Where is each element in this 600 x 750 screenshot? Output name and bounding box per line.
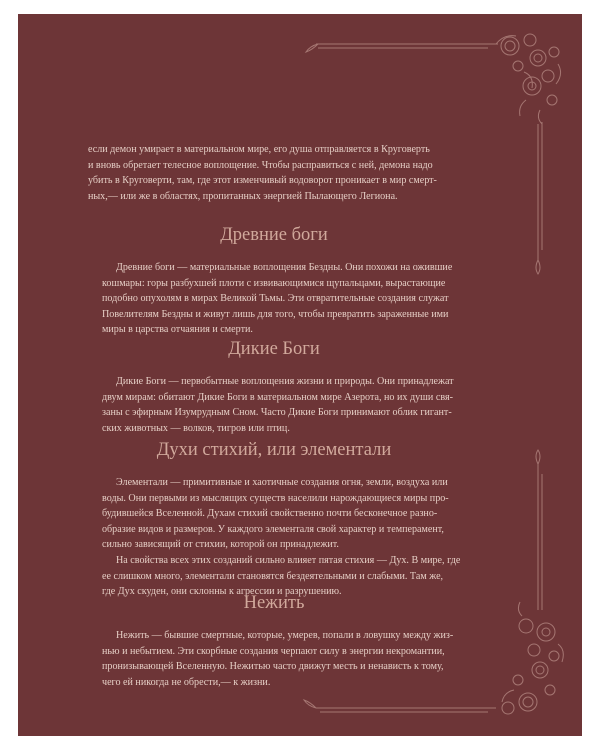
section-paragraph: На свойства всех этих созданий сильно влияет пятая стихия — Дух. В мире, где ее слишком много, элементали становятся бездеятельными и слабыми. Там же, где Дух скуден, они склонны к агрессии и разрушению. [102,554,461,598]
intro-line: если демон умирает в материальном мире, его душа отправляется в Круговерть [88,144,430,155]
section-elementals [88,439,460,600]
section-undead [88,592,460,690]
section-title: Древние боги [220,225,328,245]
intro-line: и вновь обретает телесное воплощение. Чтобы расправиться с ней, демона надо [88,159,433,171]
section-title: Нежить [243,593,305,613]
intro-paragraph [88,142,460,204]
intro-line: ных,— или же в областях, пропитанных энергией Пылающего Легиона. [88,190,398,202]
section-paragraph: Дикие Боги — первобытные воплощения жизни и природы. Они принадлежат двум мирам: обитают Дикие Боги в материальном мире Азерота, но их души свя- заны с эфирным Изумрудным Сном. Часто Дикие Боги принимают облик гигант- ских животных — волков, тигров или птиц. [102,376,454,434]
section-title: Дикие Боги [228,339,320,359]
section-paragraph: Нежить — бывшие смертные, которые, умерев, попали в ловушку между жиз- нью и небытием. Эти скорбные создания черпают силу в энергии некромантии, пронизывающей Вселенную. Нежитью часто движут месть и ненависть к тому, чего ей никогда не обрести,— к жизни. [102,630,454,688]
intro-line: убить в Круговерти, там, где этот изменчивый водоворот проникает в мир смерт- [88,175,437,187]
section-paragraph: Древние боги — материальные воплощения Бездны. Они похожи на ожившие кошмары: горы разбухшей плоти с извивающимися щупальцами, вырастающие подобно опухолям в мирах Великой Тьмы. Эти отвратительные создания служат Повелителям Бездны и живут лишь для того, чтобы превратить зараженные ими миры в царства отчаяния и смерти. [102,262,453,336]
section-wild-gods [88,338,460,436]
section-ancient-gods [88,224,460,338]
section-paragraph: Элементали — примитивные и хаотичные создания огня, земли, воздуха или воды. Они первыми из мыслящих существ населили нарождающиеся миры про- будившейся Вселенной. Духам стихий свойственно почти бесконечное разно- образие видов и размеров. У каждого элементаля свой характер и темперамент, сильно зависящий от стихии, которой он принадлежит. [102,477,449,551]
section-title: Духи стихий, или элементали [156,440,392,460]
book-page [18,14,582,736]
